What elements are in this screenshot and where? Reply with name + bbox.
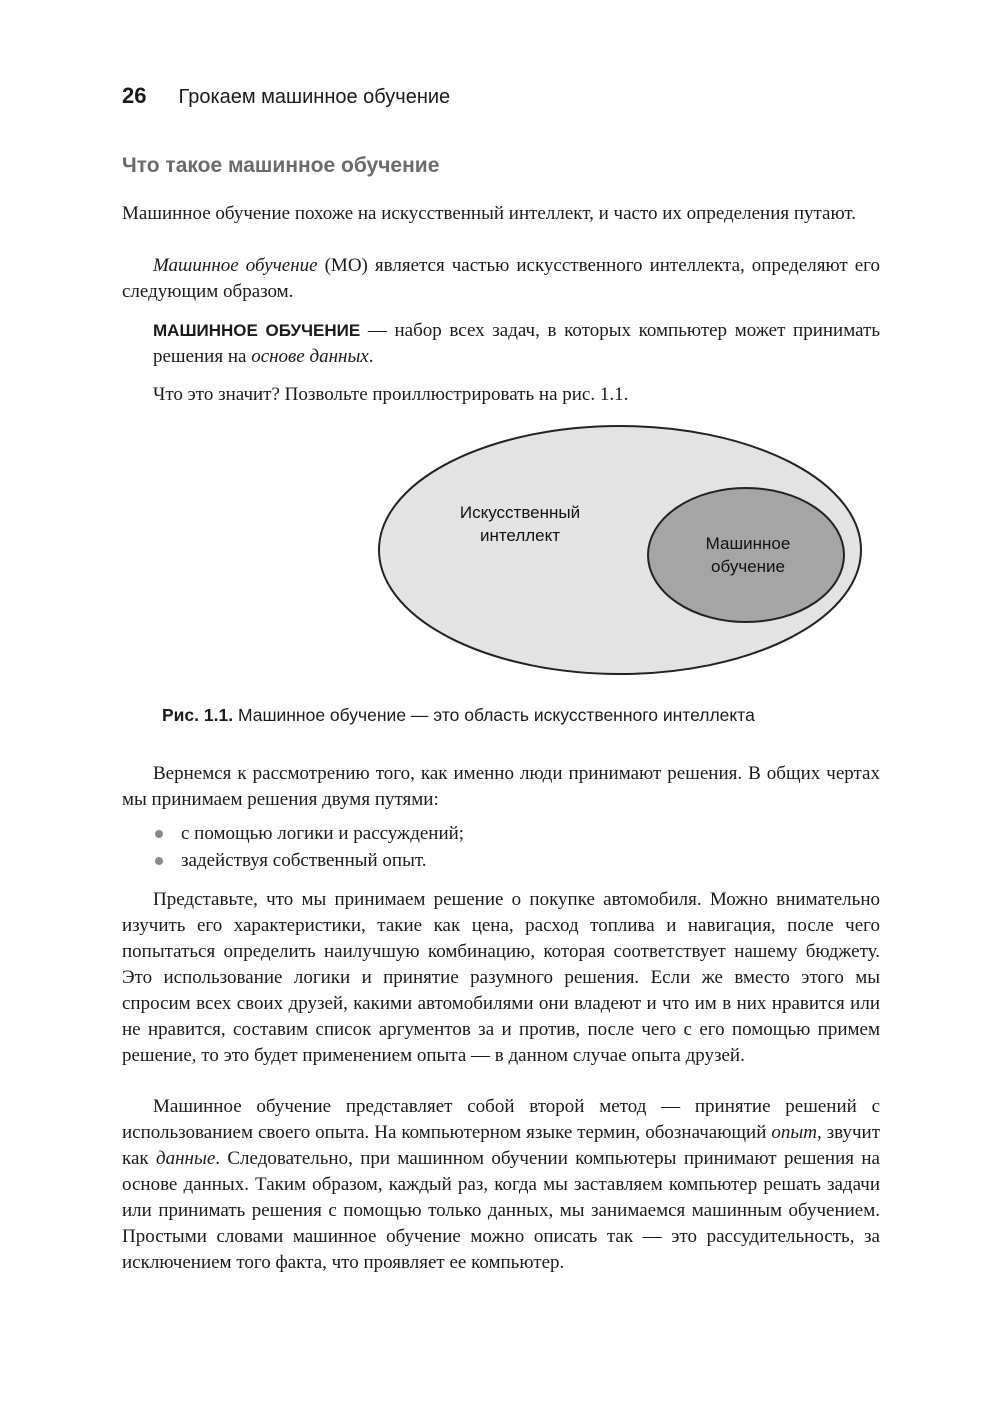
figure-venn-diagram (377, 424, 867, 676)
bullet-list (153, 821, 880, 875)
running-head (122, 82, 450, 111)
list-item (153, 848, 880, 875)
ml-ellipse (648, 488, 844, 622)
venn-diagram-svg (377, 424, 867, 676)
ml-italic-data: данные (155, 1148, 216, 1169)
list-item-text: задействуя собственный опыт. (181, 850, 427, 871)
section-title: Что такое машинное обучение (122, 154, 440, 177)
book-title: Грокаем машинное обучение (178, 86, 451, 108)
intro-text-rest: (МО) является частью искусственного интеллекта, определяют его следующим образом. (122, 255, 880, 302)
list-item (153, 821, 880, 848)
bullet-icon (155, 830, 163, 838)
ml-label-line1: Машинное (705, 534, 791, 553)
caption-label: Рис. 1.1. (162, 705, 234, 725)
page-number: 26 (122, 83, 147, 108)
definition-block (153, 318, 880, 370)
ml-text-3: . Следовательно, при машинном обучении компьютеры принимают решения на основе данных. Таким образом, каждый раз, когда мы заставляем компьютер решать задачи или принимать решения с помощью только данных, мы занимаемся машинным обучением. Простыми словами машинное обучение можно описать так — это рассудительность, за исключением того факта, что проявляет ее компьютер. (122, 1148, 880, 1273)
decisions-text: Вернемся к рассмотрению того, как именно люди принимают решения. В общих чертах мы принимаем решения двумя путями: (122, 763, 880, 810)
list-item-text: с помощью логики и рассуждений; (181, 823, 465, 844)
intro-paragraph-2 (122, 253, 880, 305)
definition-end: . (368, 346, 374, 367)
car-text: Представьте, что мы принимаем решение о покупке автомобиля. Можно внимательно изучить его характеристики, такие как цена, расход топлива и навигация, после чего попытаться определить наилучшую комбинацию, которая соответствует нашему бюджету. Это использование логики и принятие разумного решения. Если же вместо этого мы спросим всех своих друзей, какими автомобилями они владеют и что им в них нравится или не нравится, составим список аргументов за и против, после чего с его помощью примем решение, то это будет применением опыта — в данном случае опыта друзей. (122, 889, 880, 1066)
car-paragraph (122, 887, 880, 1069)
intro-text: Машинное обучение похоже на искусственный интеллект, и часто их определения путают. (122, 203, 857, 224)
ai-label-line1: Искусственный (459, 503, 581, 522)
definition-term: МАШИННОЕ ОБУЧЕНИЕ (153, 321, 361, 340)
definition-italic: основе данных (251, 346, 369, 367)
question-paragraph (122, 382, 880, 408)
bullet-icon (155, 857, 163, 865)
ml-italic-experience: опыт (771, 1122, 817, 1143)
ml-term-italic: Машинное обучение (153, 255, 318, 276)
intro-paragraph-1 (122, 201, 880, 227)
ml-text-2: , звучит как (122, 1122, 881, 1169)
definition-text: — набор всех задач, в которых компьютер может принимать решения на (153, 320, 880, 367)
ml-text-1: Машинное обучение представляет собой второй метод — принятие решений с использованием своего опыта. На компьютерном языке термин, обозначающий (122, 1096, 880, 1143)
decisions-paragraph (122, 761, 880, 813)
ml-paragraph (122, 1094, 880, 1276)
ai-label-line2: интеллект (479, 526, 561, 545)
caption-text: Машинное обучение — это область искусственного интеллекта (233, 705, 755, 725)
book-page (122, 0, 880, 1413)
figure-caption (162, 705, 842, 726)
ml-label-line2: обучение (711, 557, 785, 576)
question-text: Что это значит? Позвольте проиллюстрировать на рис. 1.1. (153, 384, 629, 405)
